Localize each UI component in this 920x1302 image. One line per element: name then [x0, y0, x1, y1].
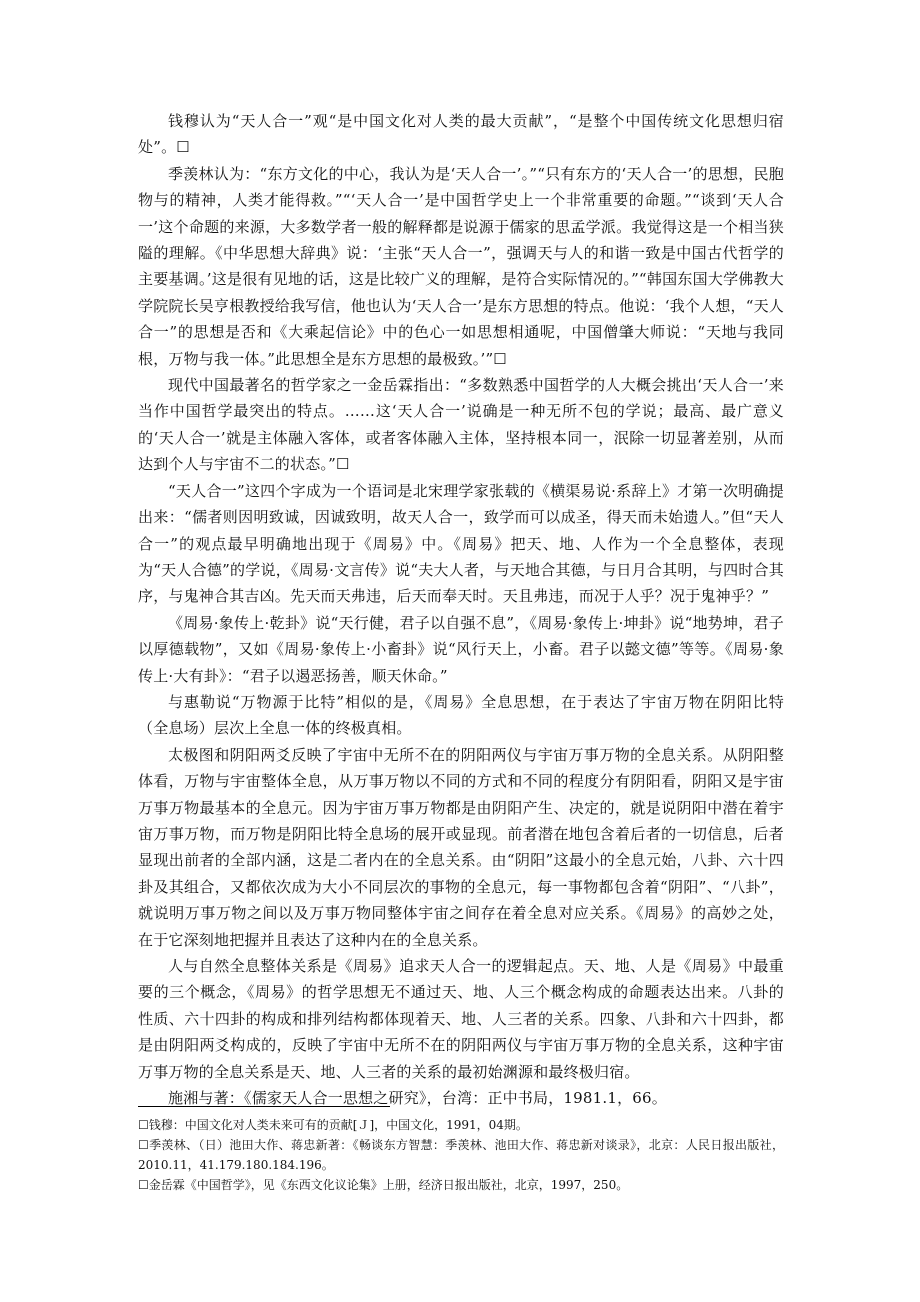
paragraph-zhang-zai: “天人合一”这四个字成为一个语词是北宋理学家张载的《横渠易说·系辞上》才第一次明确提出来：“儒者则因明致诚，因诚致明，故天人合一，致学而可以成圣，得天而未始遗人。”但“天人合一”的观点最早明确地出现于《周易》中。《周易》把天、地、人作为一个全息整体，表现为“天人合德”的学说，《周易·文言传》说“夫大人者，与天地合其德，与日月合其明，与四时合其序，与鬼神合其吉凶。先天而天弗违，后天而奉天时。天且弗违，而况于人乎？况于鬼神乎？”	[138, 481, 784, 606]
paragraph-wheeler: 与惠勒说“万物源于比特”相似的是，《周易》全息思想，在于表达了宇宙万物在阴阳比特（全息场）层次上全息一体的终极真相。	[138, 692, 784, 738]
footnote-1: ☐钱穆：中国文化对人类未来可有的贡献[Ｊ]，中国文化，1991，04期。	[138, 1118, 528, 1132]
paragraph-xiang-zhuan: 《周易·象传上·乾卦》说“天行健，君子以自强不息”，《周易·象传上·坤卦》说“地势坤，君子以厚德载物”，又如《周易·象传上·小畜卦》说“风行天上，小畜。君子以懿文德”等等。《周易·象传上·大有卦》：“君子以遏恶扬善，顺天休命。”	[138, 613, 784, 685]
paragraph-ji-xianlin: 季羡林认为：“东方文化的中心，我认为是‘天人合一’。”“只有东方的‘天人合一’的思想，民胞物与的精神，人类才能得救。”“‘天人合一’是中国哲学史上一个非常重要的命题。”“谈到‘天人合一’这个命题的来源，大多数学者一般的解释都是说源于儒家的思孟学派。我觉得这是一个相当狭隘的理解。《中华思想大辞典》说：‘主张“天人合一”，强调天与人的和谐一致是中国古代哲学的主要基调。’这是很有见地的话，这是比较广义的理解，是符合实际情况的。”“韩国东国大学佛教大学院院长吴亨根教授给我写信，他也认为‘天人合一’是东方思想的特点。他说：‘我个人想，“天人合一”的思想是否和《大乘起信论》中的色心一如思想相通呢，中国僧肇大师说：“天地与我同根，万物与我一体。”此思想全是东方思想的最极致。’”☐	[138, 164, 784, 368]
footnote-divider	[138, 1106, 390, 1107]
footnote-3: ☐金岳霖《中国哲学》，见《东西文化议论集》上册，经济日报出版社，北京，1997，250。	[138, 1178, 629, 1192]
footnotes-section	[138, 1106, 784, 1195]
paragraph-qian-mu: 钱穆认为“天人合一”观“是中国文化对人类的最大贡献”，“是整个中国传统文化思想归宿处”。☐	[138, 112, 784, 157]
paragraph-taiji: 太极图和阴阳两爻反映了宇宙中无所不在的阴阳两仪与宇宙万事万物的全息关系。从阴阳整体看，万物与宇宙整体全息，从万事万物以不同的方式和不同的程度分有阴阳看，阴阳又是宇宙万事万物最基本的全息元。因为宇宙万事万物都是由阴阳产生、决定的，就是说阴阳中潜在着宇宙万事万物，而万物是阴阳比特全息场的展开或显现。前者潜在地包含着后者的一切信息，后者显现出前者的全部内涵，这是二者内在的全息关系。由“阴阳”这最小的全息元始，八卦、六十四卦及其组合，又都依次成为大小不同层次的事物的全息元，每一事物都包含着“阴阳”、“八卦”，就说明万事万物之间以及万事万物同整体宇宙之间存在着全息对应关系。《周易》的高妙之处，在于它深刻地把握并且表达了这种内在的全息关系。	[138, 745, 784, 949]
body-text	[138, 108, 784, 1111]
paragraph-jin-yuelin: 现代中国最著名的哲学家之一金岳霖指出：“多数熟悉中国哲学的人大概会挑出‘天人合一’来当作中国哲学最突出的特点。……这‘天人合一’说确是一种无所不包的学说；最高、最广意义的‘天人合一’就是主体融入客体，或者客体融入主体，坚持根本同一，泯除一切显著差别，从而达到个人与宇宙不二的状态。”☐	[138, 376, 784, 474]
paragraph-citation: 施湘与著：《儒家天人合一思想之研究》，台湾：正中书局，1981.1，66。	[168, 1089, 667, 1108]
paragraph-human-nature: 人与自然全息整体关系是《周易》追求天人合一的逻辑起点。天、地、人是《周易》中最重要的三个概念，《周易》的哲学思想无不通过天、地、人三个概念构成的命题表达出来。八卦的性质、六十四卦的构成和排列结构都体现着天、地、人三者的关系。四象、八卦和六十四卦，都是由阴阳两爻构成的，反映了宇宙中无所不在的阴阳两仪与宇宙万事万物的全息关系，这种宇宙万事万物的全息关系是天、地、人三者的关系的最初始渊源和最终极归宿。	[138, 957, 784, 1081]
footnote-2: ☐季羡林、（日）池田大作、蒋忠新著：《畅谈东方智慧：季羡林、池田大作、蒋忠新对谈录》，北京：人民日报出版社，2010.11，41.179.180.184.196。	[138, 1138, 784, 1172]
